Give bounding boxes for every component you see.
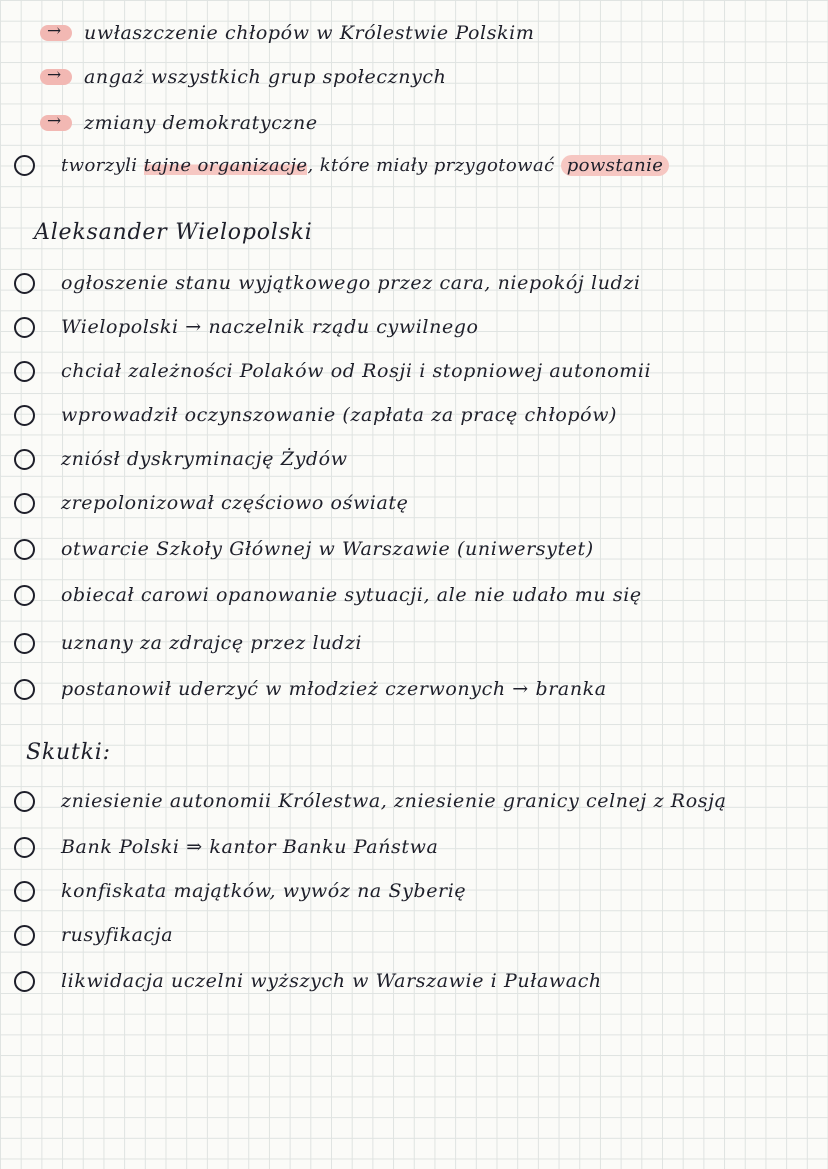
list-item-text: otwarcie Szkoły Głównej w Warszawie (uniwersytet) xyxy=(61,538,594,560)
list-item-text: likwidacja uczelni wyższych w Warszawie i Puławach xyxy=(61,970,602,992)
circle-bullet-icon xyxy=(14,539,35,560)
organisations-point xyxy=(14,146,814,184)
list-item-text: Wielopolski → naczelnik rządu cywilnego xyxy=(61,316,479,338)
organisations-highlight2: powstanie xyxy=(561,155,670,176)
wielopolski-heading: Aleksander Wielopolski xyxy=(34,220,313,245)
list-item-text: zniesienie autonomii Królestwa, zniesienie granicy celnej z Rosją xyxy=(61,790,727,812)
list-item-text: ogłoszenie stanu wyjątkowego przez cara, niepokój ludzi xyxy=(61,272,641,294)
list-item xyxy=(14,396,814,434)
arrow-icon xyxy=(40,69,72,85)
arrow-icon xyxy=(40,115,72,131)
circle-bullet-icon xyxy=(14,837,35,858)
circle-bullet-icon xyxy=(14,405,35,426)
list-item xyxy=(14,916,814,954)
circle-bullet-icon xyxy=(14,317,35,338)
circle-bullet-icon xyxy=(14,633,35,654)
circle-bullet-icon xyxy=(14,155,35,176)
list-item xyxy=(14,308,814,346)
list-item xyxy=(14,530,814,568)
intro-point-text: zmiany demokratyczne xyxy=(84,112,318,134)
circle-bullet-icon xyxy=(14,881,35,902)
intro-point xyxy=(40,58,820,96)
list-item xyxy=(14,576,814,614)
circle-bullet-icon xyxy=(14,449,35,470)
circle-bullet-icon xyxy=(14,971,35,992)
list-item-text: uznany za zdrajcę przez ludzi xyxy=(61,632,363,654)
organisations-middle: , które miały przygotować xyxy=(307,154,555,176)
effects-heading: Skutki: xyxy=(26,740,111,765)
intro-point xyxy=(40,104,820,142)
list-item xyxy=(14,670,814,708)
list-item-text: postanowił uderzyć w młodzież czerwonych → branka xyxy=(61,678,607,700)
list-item xyxy=(14,828,814,866)
organisations-prefix: tworzyli xyxy=(61,154,138,176)
list-item-text: wprowadził oczynszowanie (zapłata za pracę chłopów) xyxy=(61,404,618,426)
circle-bullet-icon xyxy=(14,493,35,514)
circle-bullet-icon xyxy=(14,273,35,294)
circle-bullet-icon xyxy=(14,361,35,382)
list-item xyxy=(14,440,814,478)
intro-point-text: uwłaszczenie chłopów w Królestwie Polskim xyxy=(84,22,535,44)
list-item-text: konfiskata majątków, wywóz na Syberię xyxy=(61,880,467,902)
list-item xyxy=(14,484,814,522)
circle-bullet-icon xyxy=(14,679,35,700)
list-item xyxy=(14,352,814,390)
list-item-text: zrepolonizował częściowo oświatę xyxy=(61,492,409,514)
intro-point-text: angaż wszystkich grup społecznych xyxy=(84,66,447,88)
circle-bullet-icon xyxy=(14,585,35,606)
list-item xyxy=(14,872,814,910)
organisations-highlight: tajne organizacje xyxy=(143,154,308,176)
circle-bullet-icon xyxy=(14,791,35,812)
list-item-text: rusyfikacja xyxy=(61,924,174,946)
list-item xyxy=(14,782,814,820)
list-item xyxy=(14,624,814,662)
arrow-icon xyxy=(40,25,72,41)
list-item-text: chciał zależności Polaków od Rosji i stopniowej autonomii xyxy=(61,360,652,382)
list-item xyxy=(14,962,814,1000)
list-item-text: zniósł dyskryminację Żydów xyxy=(61,448,348,470)
intro-point xyxy=(40,14,820,52)
circle-bullet-icon xyxy=(14,925,35,946)
list-item xyxy=(14,264,814,302)
list-item-text: Bank Polski ⇒ kantor Banku Państwa xyxy=(61,836,439,858)
list-item-text: obiecał carowi opanowanie sytuacji, ale nie udało mu się xyxy=(61,584,642,606)
